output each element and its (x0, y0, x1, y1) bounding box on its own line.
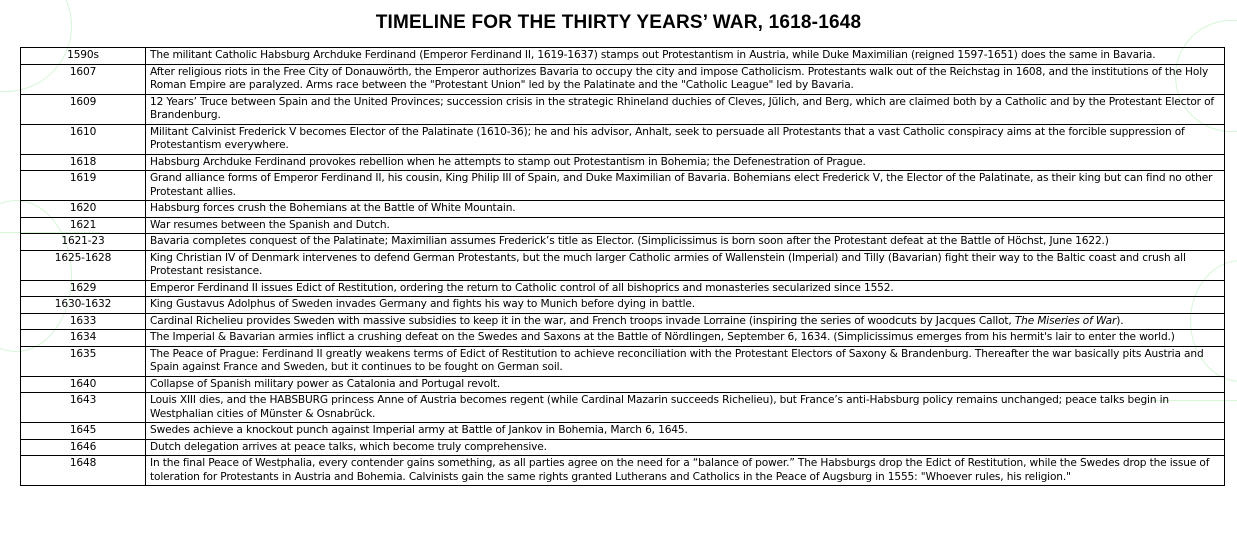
event-cell: Emperor Ferdinand II issues Edict of Restitution, ordering the return to Catholic control of all bishoprics and monasteries secularized since 1552. (146, 280, 1225, 297)
year-cell: 1635 (21, 346, 146, 376)
event-cell: Bavaria completes conquest of the Palatinate; Maximilian assumes Frederick’s title as Elector. (Simplicissimus is born soon after the Protestant defeat at the Battle of Höchst, June 1622.) (146, 234, 1225, 251)
event-cell: Swedes achieve a knockout punch against Imperial army at Battle of Jankov in Bohemia, March 6, 1645. (146, 423, 1225, 440)
event-cell: Grand alliance forms of Emperor Ferdinand II, his cousin, King Philip III of Spain, and Duke Maximilian of Bavaria. Bohemians elect Frederick V, the Elector of the Palatinate, as their king but can find no other Protestant allies. (146, 171, 1225, 201)
table-row (21, 376, 1225, 393)
table-row (21, 48, 1225, 65)
table-row (21, 297, 1225, 314)
event-cell: King Gustavus Adolphus of Sweden invades Germany and fights his way to Munich before dying in battle. (146, 297, 1225, 314)
year-cell: 1629 (21, 280, 146, 297)
event-cell: Militant Calvinist Frederick V becomes Elector of the Palatinate (1610-36); he and his advisor, Anhalt, seek to persuade all Protestants that a vast Catholic conspiracy aims at the forcible suppression of Protestantism everywhere. (146, 124, 1225, 154)
event-cell: 12 Years’ Truce between Spain and the United Provinces; succession crisis in the strategic Rhineland duchies of Cleves, Jülich, and Berg, which are claimed both by a Catholic and by the Protestant Elector of Brandenburg. (146, 94, 1225, 124)
work-title: The Miseries of War (1014, 314, 1117, 327)
year-cell: 1610 (21, 124, 146, 154)
table-row (21, 94, 1225, 124)
year-cell: 1625-1628 (21, 250, 146, 280)
year-cell: 1618 (21, 154, 146, 171)
event-text-tail: ). (1116, 314, 1124, 327)
table-row (21, 201, 1225, 218)
event-cell: Habsburg Archduke Ferdinand provokes rebellion when he attempts to stamp out Protestantism in Bohemia; the Defenestration of Prague. (146, 154, 1225, 171)
year-cell: 1634 (21, 330, 146, 347)
table-row (21, 250, 1225, 280)
table-row (21, 456, 1225, 486)
event-cell: Collapse of Spanish military power as Catalonia and Portugal revolt. (146, 376, 1225, 393)
table-row (21, 393, 1225, 423)
table-row (21, 330, 1225, 347)
year-cell: 1633 (21, 313, 146, 330)
year-cell: 1648 (21, 456, 146, 486)
table-row (21, 64, 1225, 94)
table-row (21, 124, 1225, 154)
year-cell: 1590s (21, 48, 146, 65)
year-cell: 1621-23 (21, 234, 146, 251)
event-cell: Louis XIII dies, and the HABSBURG princess Anne of Austria becomes regent (while Cardinal Mazarin succeeds Richelieu), but France’s anti-Habsburg policy remains unchanged; peace talks begin in Westphalian cities of Münster & Osnabrück. (146, 393, 1225, 423)
year-cell: 1645 (21, 423, 146, 440)
year-cell: 1620 (21, 201, 146, 218)
event-cell: King Christian IV of Denmark intervenes to defend German Protestants, but the much larger Catholic armies of Wallenstein (Imperial) and Tilly (Bavarian) fight their way to the Baltic coast and crush all Protestant resistance. (146, 250, 1225, 280)
year-cell: 1630-1632 (21, 297, 146, 314)
timeline-table (20, 47, 1225, 486)
table-row (21, 280, 1225, 297)
year-cell: 1619 (21, 171, 146, 201)
year-cell: 1646 (21, 439, 146, 456)
table-row (21, 346, 1225, 376)
event-text: Cardinal Richelieu provides Sweden with massive subsidies to keep it in the war, and French troops invade Lorraine (inspiring the series of woodcuts by Jacques Callot, (150, 314, 1015, 327)
year-cell: 1640 (21, 376, 146, 393)
year-cell: 1607 (21, 64, 146, 94)
event-cell: After religious riots in the Free City of Donauwörth, the Emperor authorizes Bavaria to occupy the city and impose Catholicism. Protestants walk out of the Reichstag in 1608, and the institutions of the Holy Roman Empire are paralyzed. Arms race between the "Protestant Union" led by the Palatinate and the "Catholic League" led by Bavaria. (146, 64, 1225, 94)
event-cell: Dutch delegation arrives at peace talks, which become truly comprehensive. (146, 439, 1225, 456)
table-row (21, 171, 1225, 201)
table-row (21, 313, 1225, 330)
event-cell: The Imperial & Bavarian armies inflict a crushing defeat on the Swedes and Saxons at the Battle of Nördlingen, September 6, 1634. (Simplicissimus emerges from his hermit's lair to enter the world.) (146, 330, 1225, 347)
year-cell: 1621 (21, 217, 146, 234)
event-cell: Habsburg forces crush the Bohemians at the Battle of White Mountain. (146, 201, 1225, 218)
page-title: TIMELINE FOR THE THIRTY YEARS’ WAR, 1618-1648 (375, 12, 862, 33)
table-row (21, 154, 1225, 171)
year-cell: 1643 (21, 393, 146, 423)
table-row (21, 234, 1225, 251)
table-row (21, 217, 1225, 234)
table-row (21, 423, 1225, 440)
table-row (21, 439, 1225, 456)
event-cell: The militant Catholic Habsburg Archduke Ferdinand (Emperor Ferdinand II, 1619-1637) stamps out Protestantism in Austria, while Duke Maximilian (reigned 1597-1651) does the same in Bavaria. (146, 48, 1225, 65)
event-cell: War resumes between the Spanish and Dutch. (146, 217, 1225, 234)
year-cell: 1609 (21, 94, 146, 124)
event-cell (146, 313, 1225, 330)
event-cell: The Peace of Prague: Ferdinand II greatly weakens terms of Edict of Restitution to achieve reconciliation with the Protestant Electors of Saxony & Brandenburg. Thereafter the war basically pits Austria and Spain against France and Sweden, but it continues to be fought on German soil. (146, 346, 1225, 376)
event-cell: In the final Peace of Westphalia, every contender gains something, as all parties agree on the need for a “balance of power.” The Habsburgs drop the Edict of Restitution, while the Swedes drop the issue of toleration for Protestants in Austria and Bohemia. Calvinists gain the same rights granted Lutherans and Catholics in the Peace of Augsburg in 1555: "Whoever rules, his religion." (146, 456, 1225, 486)
